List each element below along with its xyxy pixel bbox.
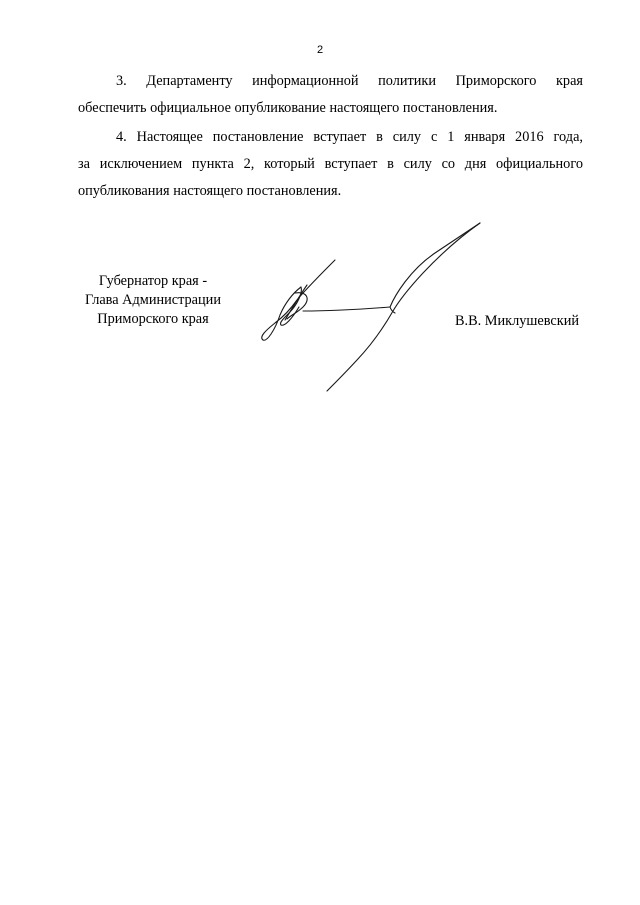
signatory-title xyxy=(78,272,228,329)
paragraph-3-line-1-text: 3. Департаменту информационной политики Приморского края xyxy=(116,73,583,89)
paragraph-4-line-3: опубликования настоящего постановления. xyxy=(78,183,342,199)
paragraph-3 xyxy=(78,68,583,122)
signatory-title-line-3: Приморского края xyxy=(97,311,209,327)
paragraph-3-line-2: обеспечить официальное опубликование настоящего постановления. xyxy=(78,100,498,116)
page-number: 2 xyxy=(316,44,324,56)
paragraph-4-line-1-text: 4. Настоящее постановление вступает в силу с 1 января 2016 года, xyxy=(116,129,583,145)
paragraph-4-line-2: за исключением пункта 2, который вступает в силу со дня официального xyxy=(78,156,583,172)
paragraph-4-line-1 xyxy=(78,124,583,151)
signatory-name: В.В. Миклушевский xyxy=(455,313,580,329)
handwritten-signature xyxy=(245,215,495,395)
paragraph-4 xyxy=(78,124,583,205)
signatory-title-line-2: Глава Администрации xyxy=(85,292,221,308)
paragraph-3-line-1 xyxy=(78,68,583,95)
signatory-title-line-1: Губернатор края - xyxy=(98,273,208,289)
